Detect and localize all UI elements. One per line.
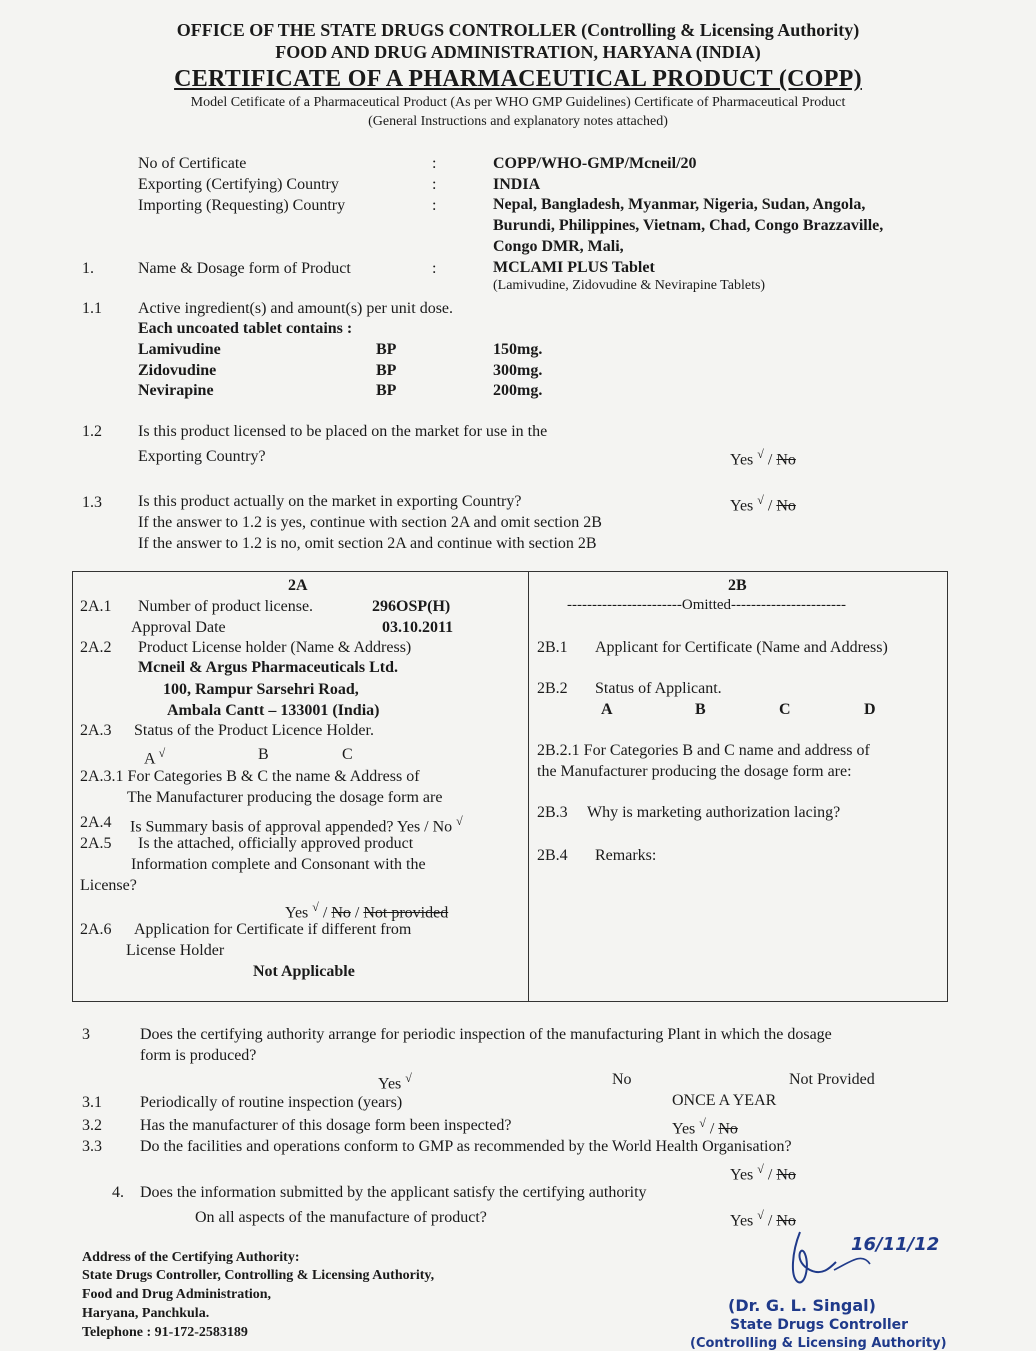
product-name-label: Name & Dosage form of Product xyxy=(138,260,351,277)
administration-heading: FOOD AND DRUG ADMINISTRATION, HARYANA (INDIA) xyxy=(275,42,761,62)
applicant-certificate-label: Applicant for Certificate (Name and Address) xyxy=(595,639,888,656)
approval-date-label: Approval Date xyxy=(131,619,226,636)
ingredient-amount: 300mg. xyxy=(493,362,543,379)
section-number: 2A.6 xyxy=(80,921,112,938)
authority-address-line: Haryana, Panchkula. xyxy=(82,1306,210,1321)
cert-no-value: COPP/WHO-GMP/Mcneil/20 xyxy=(493,155,697,172)
satisfaction-question-1: Does the information submitted by the applicant satisfy the certifying authority xyxy=(140,1184,647,1201)
colon: : xyxy=(432,197,437,214)
signature-image xyxy=(770,1222,950,1292)
instructions-note: (General Instructions and explanatory notes attached) xyxy=(368,114,668,129)
exporting-country-value: INDIA xyxy=(493,176,541,193)
tick-mark: √ xyxy=(757,1162,764,1176)
section-number: 1. xyxy=(82,260,94,277)
certificate-subtitle: Model Cetificate of a Pharmaceutical Product (As per WHO GMP Guidelines) Certificate of Pharmaceutical Product xyxy=(190,95,846,110)
section-number: 1.3 xyxy=(82,494,102,511)
on-market-answer: Yes √ / No xyxy=(730,493,796,515)
section-number: 2B.3 xyxy=(537,804,568,821)
category-b-option: B xyxy=(258,746,269,763)
inspection-question-2: form is produced? xyxy=(140,1047,257,1064)
applicant-status-label: Status of Applicant. xyxy=(595,680,722,697)
omitted-line: -----------------------Omitted----------------------- xyxy=(567,597,846,613)
section-2b-heading: 2B xyxy=(728,577,747,594)
ingredient-name: Nevirapine xyxy=(138,382,214,399)
approval-date-value: 03.10.2011 xyxy=(382,619,454,636)
instruction-line: If the answer to 1.2 is no, omit section 2A and continue with section 2B xyxy=(138,535,597,552)
product-info-question-1: Is the attached, officially approved product xyxy=(138,835,414,852)
licensed-question-line-2: Exporting Country? xyxy=(138,448,266,465)
no-option: No xyxy=(776,1212,796,1230)
license-number-label: Number of product license. xyxy=(138,598,314,615)
ingredient-amount: 200mg. xyxy=(493,382,543,399)
category-d-option: D xyxy=(864,701,876,718)
tick-mark: √ xyxy=(757,493,764,507)
signatory-title: State Drugs Controller xyxy=(730,1317,909,1333)
product-info-question-3: License? xyxy=(80,877,137,894)
product-info-question-2: Information complete and Consonant with the xyxy=(131,856,426,873)
inspected-question: Has the manufacturer of this dosage form been inspected? xyxy=(140,1117,512,1134)
authority-address-heading: Address of the Certifying Authority: xyxy=(82,1250,300,1265)
signatory-authority: (Controlling & Licensing Authority) xyxy=(690,1336,947,1351)
license-holder-name: Mcneil & Argus Pharmaceuticals Ltd. xyxy=(138,659,398,676)
no-option: No xyxy=(776,1166,796,1184)
ingredient-name: Lamivudine xyxy=(138,341,221,358)
inspection-period-label: Periodically of routine inspection (years) xyxy=(140,1094,403,1111)
section-number: 2A.3 xyxy=(80,722,112,739)
section-number: 3.3 xyxy=(82,1138,102,1155)
instruction-line: If the answer to 1.2 is yes, continue with section 2A and omit section 2B xyxy=(138,514,602,531)
section-number: 3.2 xyxy=(82,1117,102,1134)
inspection-yes: Yes √ xyxy=(378,1071,412,1093)
section-number: 2B.2 xyxy=(537,680,568,697)
tick-mark: √ xyxy=(699,1116,706,1130)
inspection-question-1: Does the certifying authority arrange for periodic inspection of the manufacturing Plant in which the dosage xyxy=(140,1026,832,1043)
office-heading: OFFICE OF THE STATE DRUGS CONTROLLER (Controlling & Licensing Authority) xyxy=(176,20,860,40)
cert-no-label: No of Certificate xyxy=(138,155,247,172)
ingredient-standard: BP xyxy=(376,362,397,379)
category-a-option: A xyxy=(601,701,613,718)
license-number-value: 296OSP(H) xyxy=(372,598,451,615)
ingredient-name: Zidovudine xyxy=(138,362,217,379)
manufacturer-question-line-2: The Manufacturer producing the dosage form are xyxy=(127,789,443,806)
applicant-value: Not Applicable xyxy=(253,963,355,980)
importing-country-label: Importing (Requesting) Country xyxy=(138,197,346,214)
applicant-question-1: Application for Certificate if different from xyxy=(134,921,412,938)
satisfaction-answer: Yes √ / No xyxy=(730,1208,796,1230)
no-option: No xyxy=(776,451,796,469)
section-number: 2A.4 xyxy=(80,814,112,831)
section-number: 3 xyxy=(82,1026,90,1043)
section-number: 1.2 xyxy=(82,423,102,440)
signature-date: 16/11/12 xyxy=(851,1234,940,1255)
colon: : xyxy=(432,176,437,193)
tick-mark: √ xyxy=(405,1071,412,1085)
section-number: 2A.5 xyxy=(80,835,112,852)
no-option: No xyxy=(331,904,351,922)
manufacturer-question: 2B.2.1 For Categories B and C name and address of xyxy=(537,742,870,759)
certificate-title: CERTIFICATE OF A PHARMACEUTICAL PRODUCT (COPP) xyxy=(174,66,862,92)
yes-option: Yes xyxy=(730,451,754,469)
colon: : xyxy=(432,260,437,277)
holder-status-label: Status of the Product Licence Holder. xyxy=(134,722,374,739)
section-number: 2A.1 xyxy=(80,598,112,615)
inspection-period-value: ONCE A YEAR xyxy=(672,1092,777,1109)
section-number: 1.1 xyxy=(82,300,102,317)
ingredient-standard: BP xyxy=(376,382,397,399)
applicant-question-2: License Holder xyxy=(126,942,225,959)
yes-option: Yes xyxy=(730,497,754,515)
authority-address-line: State Drugs Controller, Controlling & Licensing Authority, xyxy=(82,1268,435,1283)
gmp-answer: Yes √ / No xyxy=(730,1162,796,1184)
authority-telephone: Telephone : 91-172-2583189 xyxy=(82,1325,248,1340)
tablet-contains-label: Each uncoated tablet contains : xyxy=(138,320,353,337)
remarks-label: Remarks: xyxy=(595,847,657,864)
on-market-question: Is this product actually on the market in exporting Country? xyxy=(138,493,522,510)
tick-mark: √ xyxy=(456,814,463,828)
tick-mark: √ xyxy=(312,900,319,914)
section-2a-heading: 2A xyxy=(288,577,308,594)
not-provided-option: Not provided xyxy=(363,904,449,922)
importing-country-line-2: Burundi, Philippines, Vietnam, Chad, Congo Brazzaville, xyxy=(493,217,884,234)
license-holder-address-2: Ambala Cantt – 133001 (India) xyxy=(167,702,380,719)
inspected-answer: Yes √ / No xyxy=(672,1116,738,1138)
section-number: 2B.1 xyxy=(537,639,568,656)
inspection-not-provided: Not Provided xyxy=(789,1071,875,1088)
section-number: 2B.4 xyxy=(537,847,568,864)
ingredient-standard: BP xyxy=(376,341,397,358)
category-a-option: A √ xyxy=(144,746,166,768)
table-divider xyxy=(528,571,529,1002)
ingredient-amount: 150mg. xyxy=(493,341,543,358)
category-c-option: C xyxy=(779,701,791,718)
inspection-no: No xyxy=(612,1071,632,1088)
gmp-question: Do the facilities and operations conform to GMP as recommended by the World Health Organisation? xyxy=(140,1138,792,1155)
section-number: 3.1 xyxy=(82,1094,102,1111)
category-c-option: C xyxy=(342,746,353,763)
importing-country-line-1: Nepal, Bangladesh, Myanmar, Nigeria, Sudan, Angola, xyxy=(493,196,866,213)
product-generic-name: (Lamivudine, Zidovudine & Nevirapine Tablets) xyxy=(493,278,766,293)
licensed-question-line-1: Is this product licensed to be placed on the market for use in the xyxy=(138,423,548,440)
marketing-authorization-question: Why is marketing authorization lacing? xyxy=(587,804,841,821)
product-name: MCLAMI PLUS Tablet xyxy=(493,259,655,276)
active-ingredients-label: Active ingredient(s) and amount(s) per unit dose. xyxy=(138,300,454,317)
colon: : xyxy=(432,155,437,172)
section-number: 4. xyxy=(112,1184,124,1201)
license-holder-label: Product License holder (Name & Address) xyxy=(138,639,412,656)
tick-mark: √ xyxy=(757,447,764,461)
exporting-country-label: Exporting (Certifying) Country xyxy=(138,176,339,193)
no-option: No xyxy=(718,1120,738,1138)
yes-option: Yes xyxy=(285,904,309,922)
licensed-answer: Yes √ / No xyxy=(730,447,796,469)
importing-country-line-3: Congo DMR, Mali, xyxy=(493,238,624,255)
summary-basis-question: Is Summary basis of approval appended? Yes / No √ xyxy=(130,814,463,836)
license-holder-address-1: 100, Rampur Sarsehri Road, xyxy=(163,681,359,698)
manufacturer-question: 2A.3.1 For Categories B & C the name & Address of xyxy=(80,768,420,785)
satisfaction-question-2: On all aspects of the manufacture of product? xyxy=(195,1209,487,1226)
tick-mark: √ xyxy=(757,1208,764,1222)
signatory-name: (Dr. G. L. Singal) xyxy=(728,1296,876,1315)
manufacturer-question-line-2: the Manufacturer producing the dosage form are: xyxy=(537,763,852,780)
authority-address-line: Food and Drug Administration, xyxy=(82,1287,272,1302)
section-number: 2A.2 xyxy=(80,639,112,656)
tick-mark: √ xyxy=(158,746,166,760)
product-info-answer: Yes √ / No / Not provided xyxy=(285,900,449,922)
no-option: No xyxy=(776,497,796,515)
category-b-option: B xyxy=(695,701,706,718)
